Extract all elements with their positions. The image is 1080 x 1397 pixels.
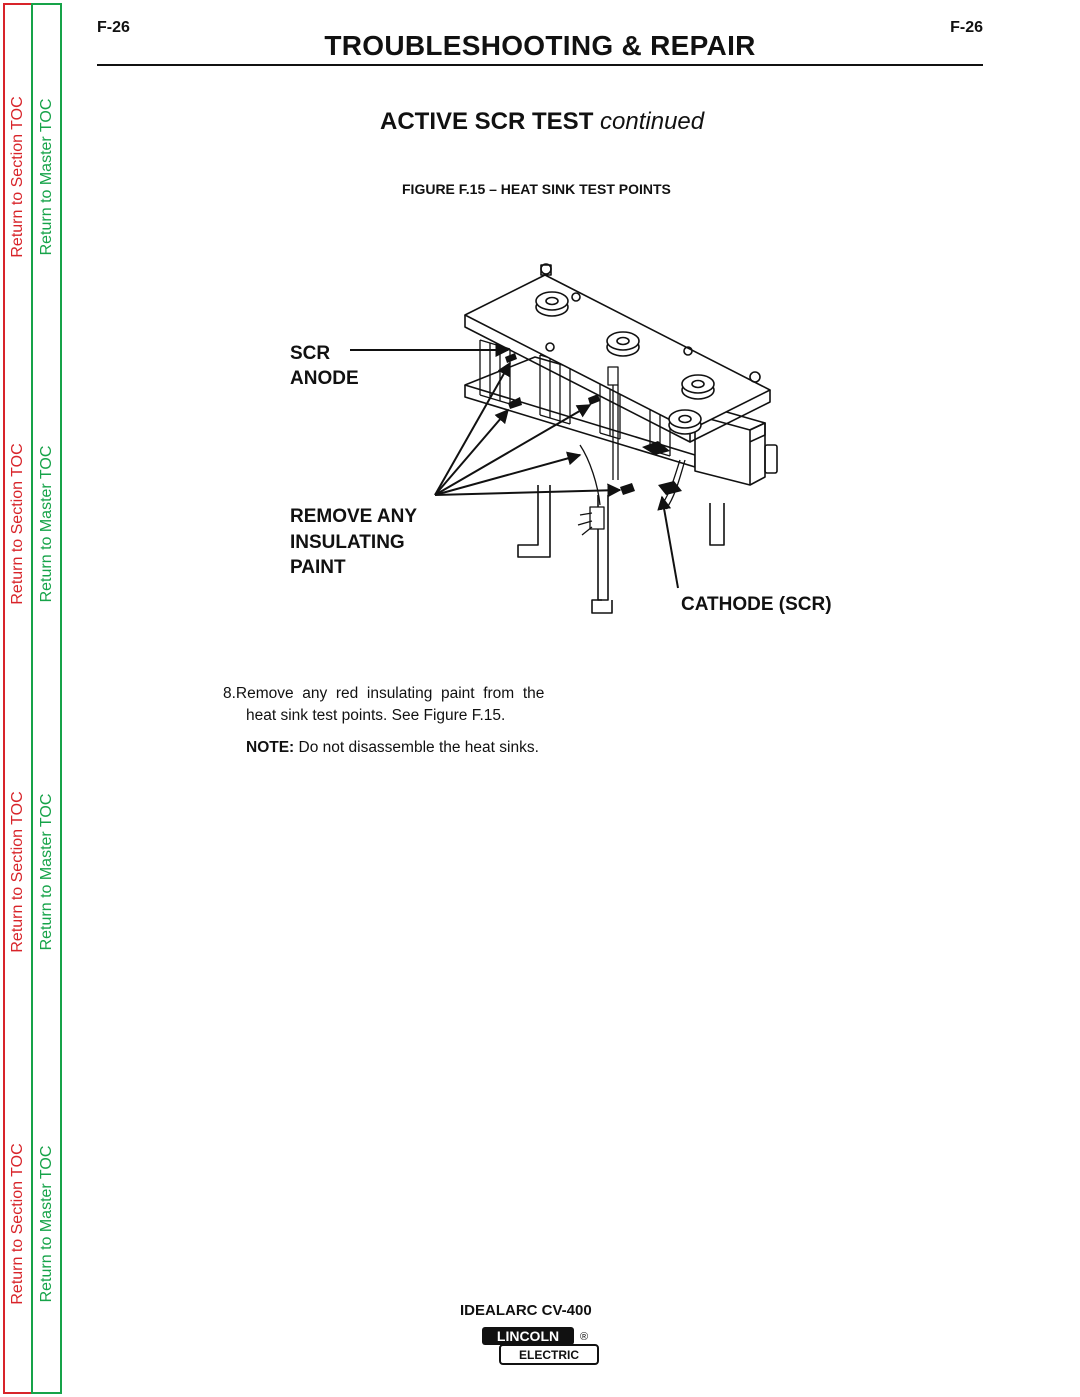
section-title-main: ACTIVE SCR TEST: [380, 108, 594, 135]
return-to-section-toc-link-4[interactable]: Return to Section TOC: [9, 1143, 26, 1305]
section-title: [380, 108, 704, 136]
section-title-continued: continued: [600, 108, 705, 135]
label-cathode-scr: CATHODE (SCR): [681, 594, 832, 615]
step-8-line-2: heat sink test points. See Figure F.15.: [246, 707, 506, 724]
label-anode: ANODE: [290, 368, 359, 389]
label-scr: SCR: [290, 343, 331, 364]
logo-bottom-text: ELECTRIC: [519, 1348, 579, 1362]
return-to-section-toc-link-1[interactable]: Return to Section TOC: [9, 96, 26, 258]
header-divider: [97, 64, 983, 66]
page-header-title: TROUBLESHOOTING & REPAIR: [324, 30, 756, 61]
note-text: Do not disassemble the heat sinks.: [294, 739, 539, 756]
return-to-master-toc-link-1[interactable]: Return to Master TOC: [37, 98, 55, 256]
return-to-master-toc-link-2[interactable]: Return to Master TOC: [37, 445, 55, 603]
side-block: [695, 415, 777, 485]
return-to-section-toc-link-2[interactable]: Return to Section TOC: [9, 443, 26, 605]
label-remove-any: REMOVE ANY: [290, 506, 418, 527]
logo-top-text: LINCOLN: [496, 1328, 560, 1344]
figure-caption: FIGURE F.15 – HEAT SINK TEST POINTS: [402, 181, 671, 197]
return-to-master-toc-link-3[interactable]: Return to Master TOC: [37, 793, 55, 951]
heat-sink-diagram: [280, 245, 880, 645]
lincoln-electric-logo: [480, 1325, 600, 1369]
return-to-master-toc-link-4[interactable]: Return to Master TOC: [37, 1145, 55, 1303]
logo-registered-mark: ®: [580, 1331, 589, 1343]
note: [246, 737, 539, 759]
page-number-left: F-26: [97, 19, 130, 36]
section-toc-column: [3, 3, 33, 1394]
return-to-section-toc-link-3[interactable]: Return to Section TOC: [9, 791, 26, 953]
step-8-line-1: 8.Remove any red insulating paint from the: [223, 685, 545, 702]
label-insulating: INSULATING: [290, 532, 405, 553]
note-label: NOTE:: [246, 739, 295, 756]
footer-model-name: IDEALARC CV-400: [460, 1302, 592, 1319]
master-toc-column: [31, 3, 62, 1394]
page-number-right: F-26: [950, 19, 983, 36]
label-paint: PAINT: [290, 557, 346, 578]
